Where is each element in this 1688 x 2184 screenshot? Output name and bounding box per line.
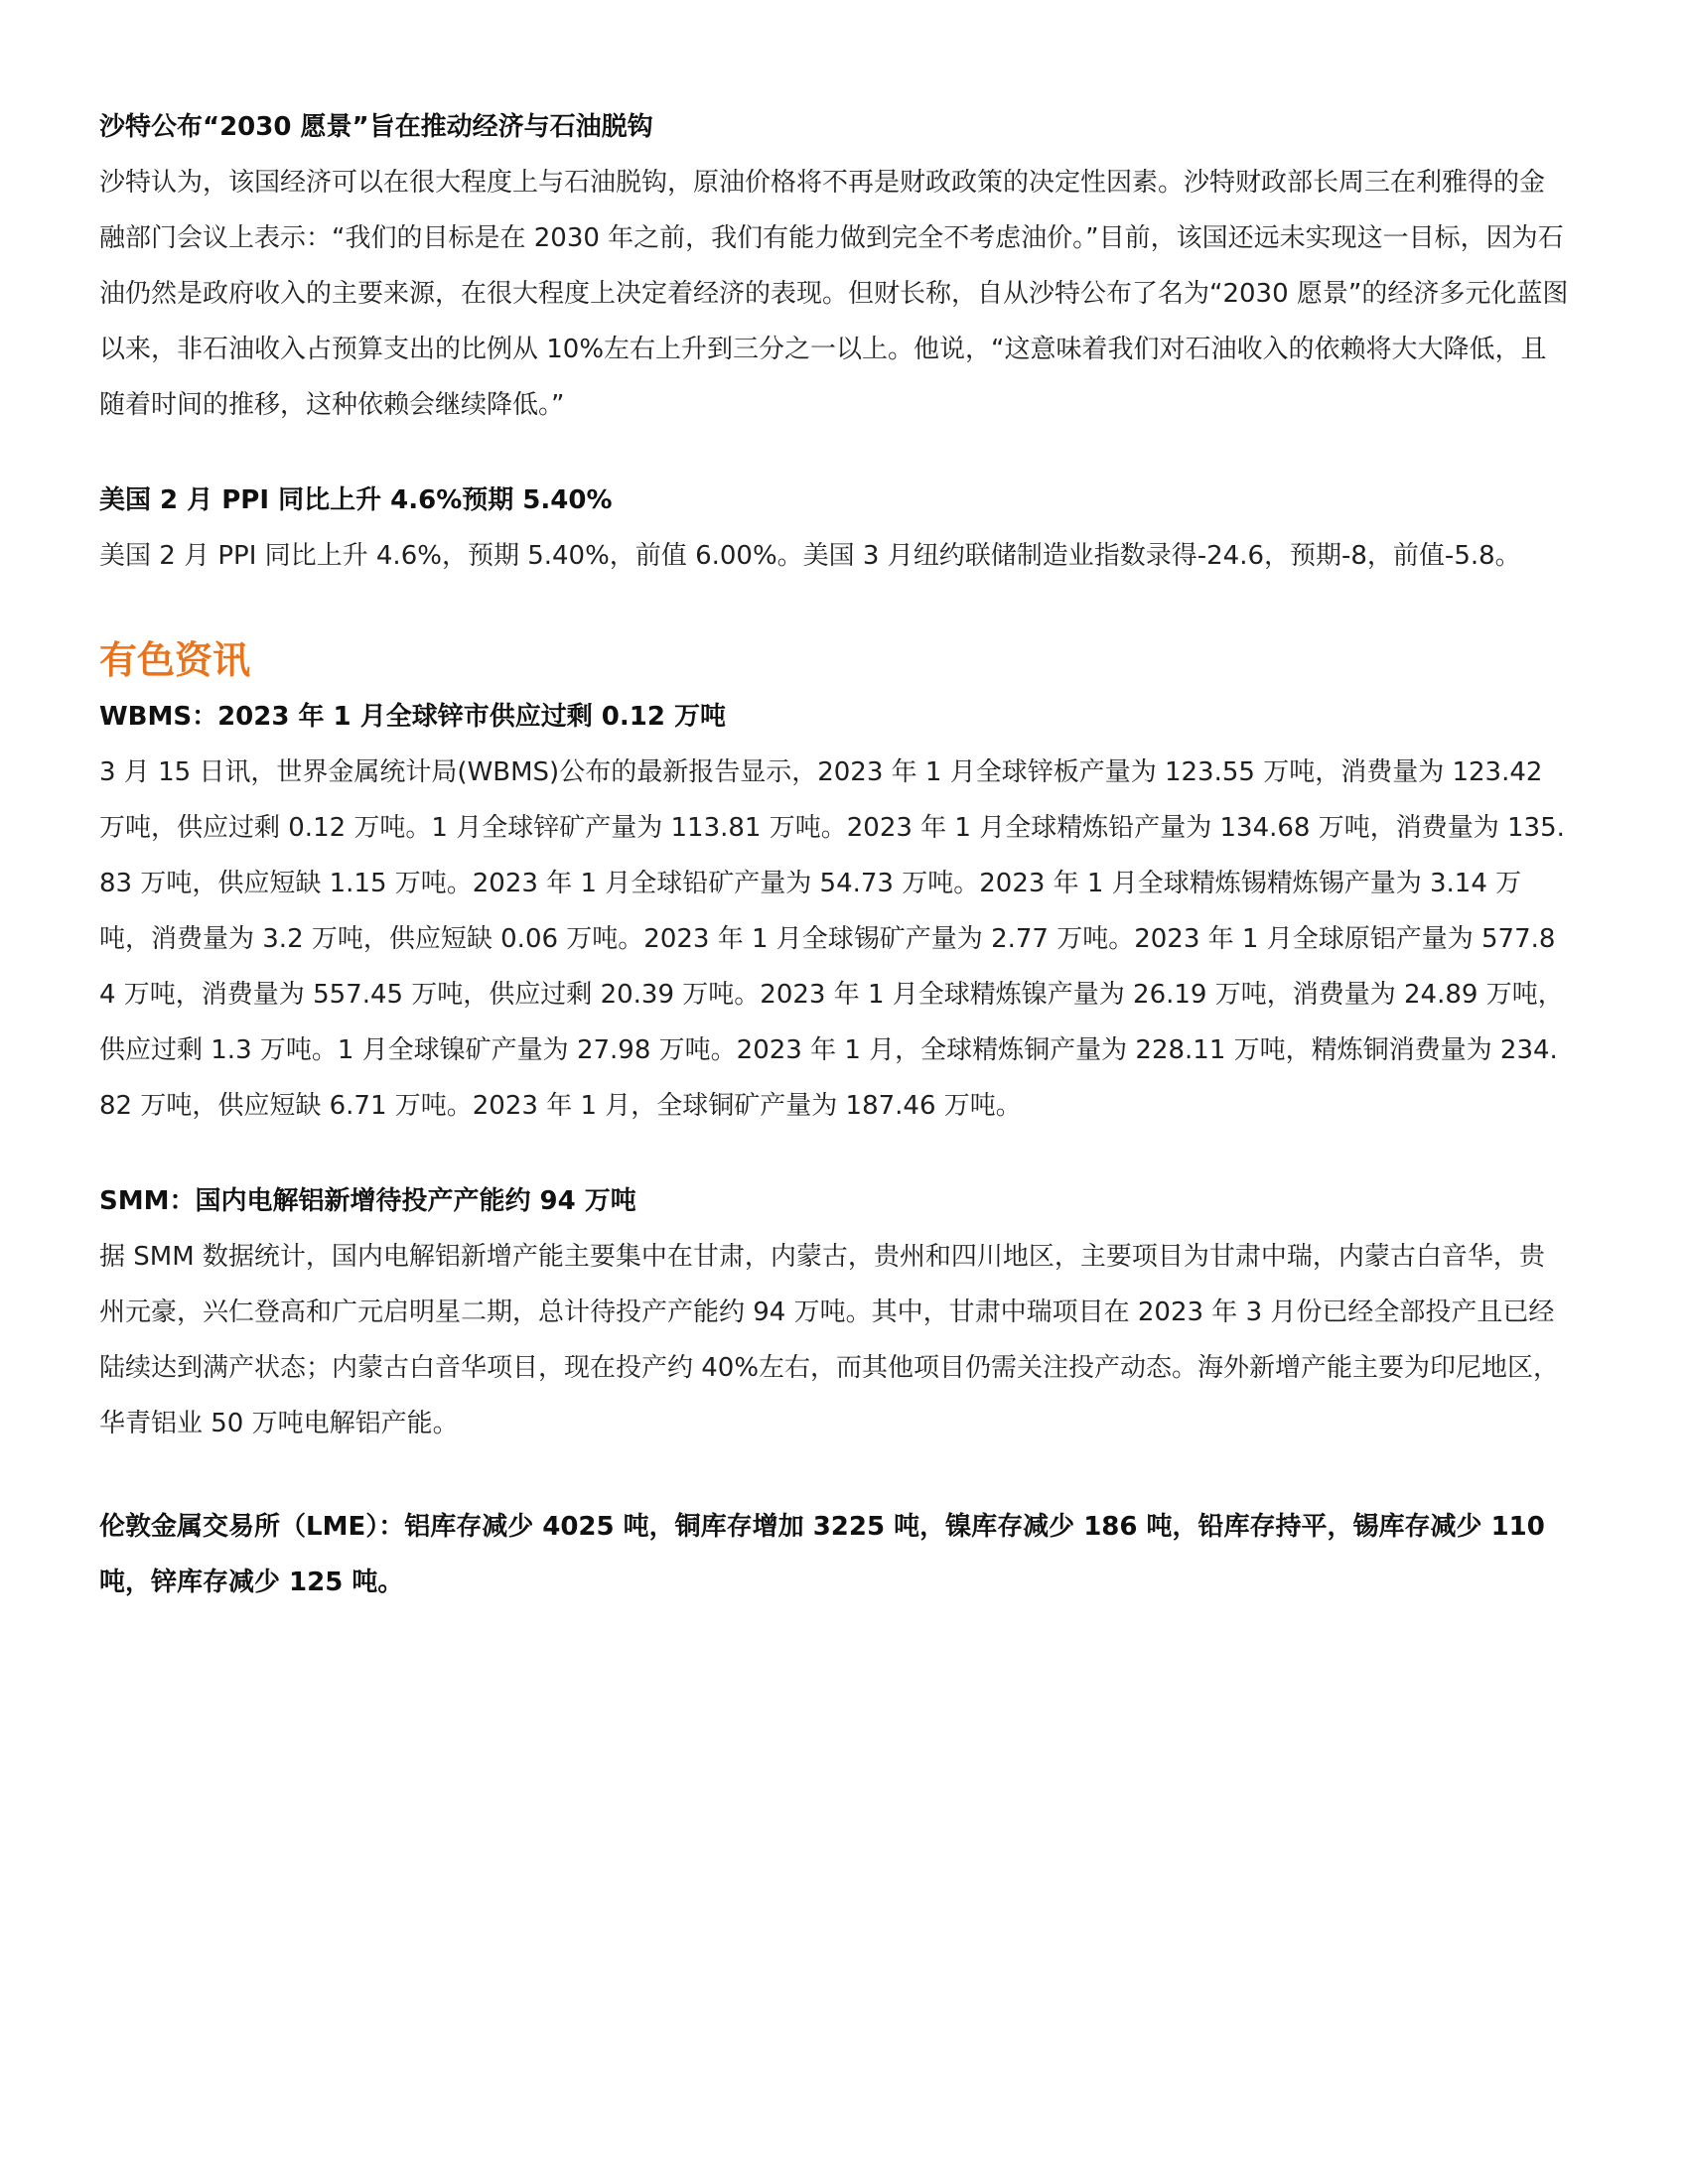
article-body: 3 月 15 日讯，世界金属统计局(WBMS)公布的最新报告显示，2023 年 1 月全球锌板产量为 123.55 万吨，消费量为 123.42 万吨，供应过剩 0.12 万吨。1 月全球锌矿产量为 113.81 万吨。2023 年 1 月全球精炼铅产量为 134.68 万吨，消费量为 135.83 万吨，供应短缺 1.15 万吨。2023 年 1 月全球铅矿产量为 54.73 万吨。2023 年 1 月全球精炼锡精炼锡产量为 3.14 万吨，消费量为 3.2 万吨，供应短缺 0.06 万吨。2023 年 1 月全球锡矿产量为 2.77 万吨。2023 年 1 月全球原铝产量为 577.84 万吨，消费量为 557.45 万吨，供应过剩 20.39 万吨。2023 年 1 月全球精炼镍产量为 26.19 万吨，消费量为 24.89 万吨，供应过剩 1.3 万吨。1 月全球镍矿产量为 27.98 万吨。2023 年 1 月，全球精炼铜产量为 228.11 万吨，精炼铜消费量为 234.82 万吨，供应短缺 6.71 万吨。2023 年 1 月，全球铜矿产量为 187.46 万吨。 (99, 757, 1565, 1121)
article-body: 据 SMM 数据统计，国内电解铝新增产能主要集中在甘肃，内蒙古，贵州和四川地区，主要项目为甘肃中瑞，内蒙古白音华，贵州元豪，兴仁登高和广元启明星二期，总计待投产产能约 94 万吨。其中，甘肃中瑞项目在 2023 年 3 月份已经全部投产且已经陆续达到满产状态；内蒙古白音华项目，现在投产约 40%左右，而其他项目仍需关注投产动态。海外新增产能主要为印尼地区，华青铝业 50 万吨电解铝产能。 (99, 1242, 1560, 1438)
spacer (99, 433, 1569, 480)
spacer (99, 584, 1569, 623)
article-title: WBMS：2023 年 1 月全球锌市供应过剩 0.12 万吨 (99, 702, 726, 732)
article-body: 美国 2 月 PPI 同比上升 4.6%，预期 5.40%，前值 6.00%。美国 3 月纽约联储制造业指数录得-24.6，预期-8，前值-5.8。 (99, 541, 1521, 571)
article-smm-aluminium (99, 1181, 1569, 1451)
article-wbms-zinc (99, 697, 1569, 1134)
article-title: 沙特公布“2030 愿景”旨在推动经济与石油脱钩 (99, 112, 653, 142)
article-title: SMM：国内电解铝新增待投产产能约 94 万吨 (99, 1186, 636, 1216)
article-body: 沙特认为，该国经济可以在很大程度上与石油脱钩，原油价格将不再是财政政策的决定性因素。沙特财政部长周三在利雅得的金融部门会议上表示：“我们的目标是在 2030 年之前，我们有能力做到完全不考虑油价。”目前，该国还远未实现这一目标，因为石油仍然是政府收入的主要来源，在很大程度上决定着经济的表现。但财长称，自从沙特公布了名为“2030 愿景”的经济多元化蓝图以来，非石油收入占预算支出的比例从 10%左右上升到三分之一以上。他说，“这意味着我们对石油收入的依赖将大大降低，且随着时间的推移，这种依赖会继续降低。” (99, 168, 1569, 420)
spacer (99, 1451, 1569, 1499)
article-saudi-vision (99, 107, 1569, 433)
section-heading: 有色资讯 (99, 638, 251, 682)
lme-inventory-summary: 伦敦金属交易所（LME）：铝库存减少 4025 吨，铜库存增加 3225 吨，镍库存减少 186 吨，铅库存持平，锡库存减少 110 吨，锌库存减少 125 吨。 (99, 1512, 1545, 1597)
document-page (99, 107, 1569, 1610)
article-us-ppi (99, 480, 1569, 584)
spacer (99, 1134, 1569, 1181)
article-title: 美国 2 月 PPI 同比上升 4.6%预期 5.40% (99, 485, 613, 515)
